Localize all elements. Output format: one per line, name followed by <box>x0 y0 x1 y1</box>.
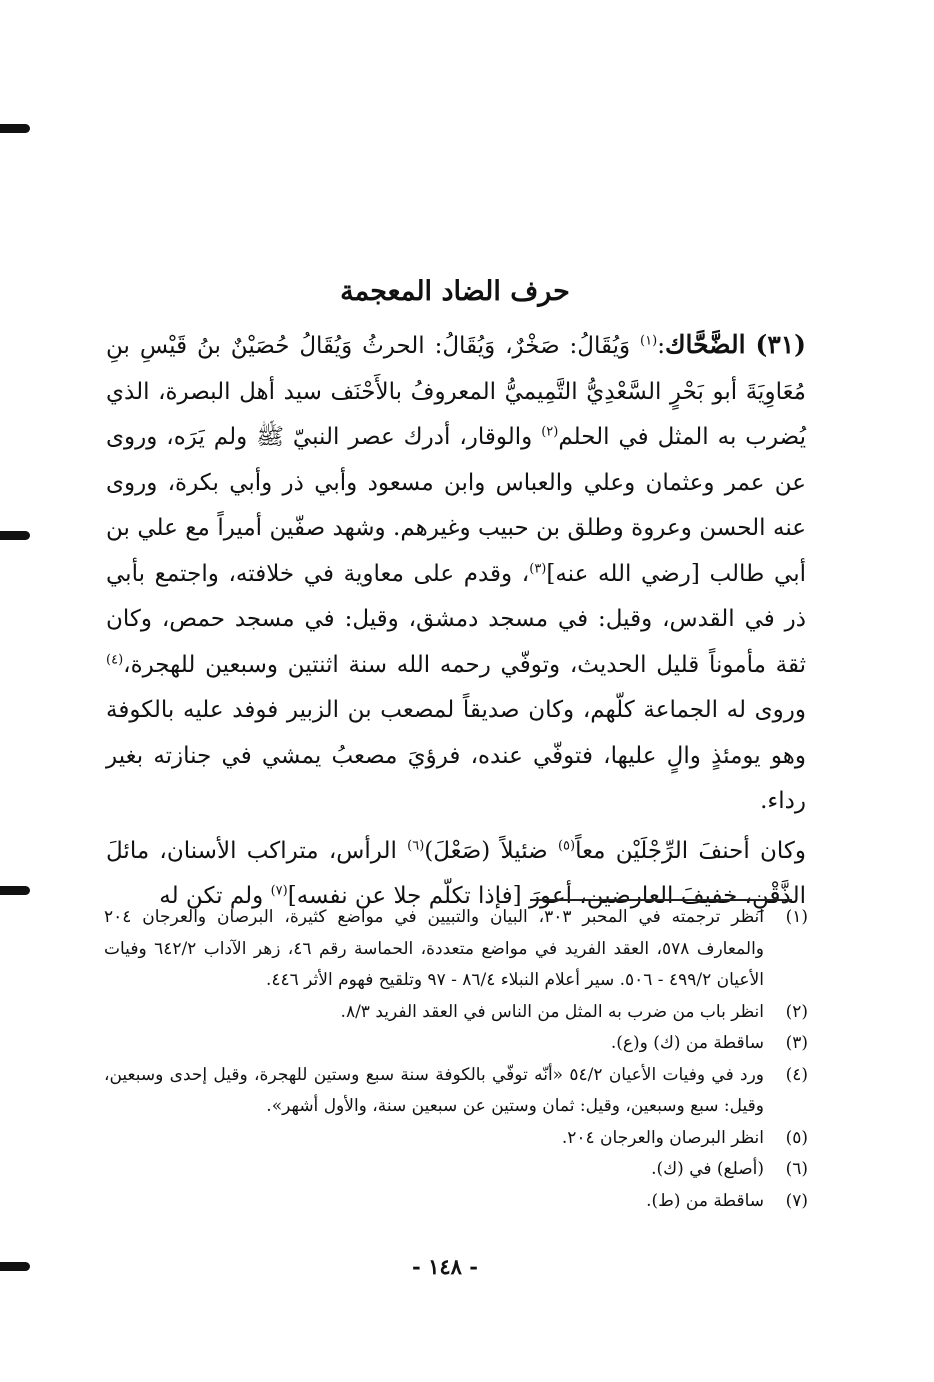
page-number: - ١٤٨ - <box>412 1254 478 1279</box>
text-segment: ، وقدم على معاوية في خلافته، واجتمع بأبي ذر في القدس، وقيل: في مسجد دمشق، وقيل: في مسجد حمص، وكان ثقة مأموناً قليل الحديث، وتوفّي رحمه الله سنة اثنتين وسبعين للهجرة، <box>106 560 806 678</box>
footnote-text: انظر البرصان والعرجان ٢٠٤. <box>561 1127 764 1148</box>
footnote-ref: (٧) <box>270 883 288 899</box>
text-segment: : <box>657 333 665 359</box>
footnote-text: انظر باب من ضرب به المثل من الناس في العقد الفريد ٨/٣. <box>340 1001 764 1022</box>
footnote-ref: (٥) <box>557 837 576 853</box>
text-segment: ولم تكن له <box>159 883 271 909</box>
footnote <box>104 1154 808 1186</box>
margin-mark-3 <box>0 886 30 895</box>
footnote-ref: (٢) <box>541 424 559 440</box>
footnote-ref: (١) <box>640 333 658 349</box>
footnote-number: (٧) <box>785 1190 808 1211</box>
footnote-ref: (٤) <box>106 651 124 667</box>
footnote-ref: (٦) <box>407 837 425 853</box>
footnote-number: (١) <box>785 907 808 927</box>
text-segment: الرأس، متراكب الأسنان، مائلَ الذَّقْنِ، خفيفَ العارضين، أعورَ [فإذا تكلّم جلا عن نفسه] <box>106 837 806 909</box>
entry-paragraph-1 <box>106 322 806 825</box>
footnote-number: (٤) <box>785 1064 808 1085</box>
margin-mark-1 <box>0 124 30 133</box>
section-heading: حرف الضاد المعجمة <box>340 276 570 307</box>
entry-name: الضَّحَّاك <box>664 330 746 359</box>
footnote-separator <box>530 899 792 901</box>
footnote <box>104 997 808 1029</box>
footnote <box>104 902 808 997</box>
text-segment: وروى له الجماعة كلّهم، وكان صديقاً لمصعب بن الزبير فوفد عليه بالكوفة وهو يومئذٍ والٍ عليها، فتوفّي عنده، فرؤيَ مصعبُ يمشي في جنازته بغير رداء. <box>106 697 806 814</box>
entry-paragraph-1-body <box>106 333 806 814</box>
footnote <box>104 1186 808 1218</box>
text-segment: ضئيلاً (صَعْلَ) <box>424 837 558 864</box>
footnote-text: انظر ترجمته في المحبر ٣٠٣، البيان والتبيين في مواضع كثيرة، البرصان والعرجان ٢٠٤ والمعارف ٥٧٨، العقد الفريد في مواضع متعددة، الحماسة رقم ٤٦، زهر الآداب ٦٤٢/٢ وفيات الأعيان ٤٩٩/٢ - ٥٠٦. سير أعلام النبلاء ٨٦/٤ - ٩٧ وتلقيح فهوم الأثر ٤٤٦. <box>104 907 765 990</box>
footnote-text: ساقطة من (ط). <box>646 1190 764 1211</box>
text-segment: وَيُقَالُ: صَخْرٌ، وَيُقَالُ: الحرثُ وَيُقَالُ حُصَيْنٌ بنُ قَيْسِ بنِ مُعَاوِيَةَ أبو بَحْرٍ السَّعْدِيُّ التَّمِيميُّ المعروفُ بالأَحْنَف سيد أهل البصرة، الذي يُضرب به المثل في الحلم <box>106 333 806 450</box>
text-segment: وكان أحنفَ الرِّجْلَيْن معاً <box>575 837 806 864</box>
footnote <box>104 1028 808 1060</box>
footnote <box>104 1060 808 1123</box>
entry-number: (٣١) <box>755 330 807 359</box>
text-segment: والوقار، أدرك عصر النبيّ ﷺ ولم يَرَه، وروى عن عمر وعثمان وعلي والعباس وابن مسعود وأبي ذر وأبي بكرة، وروى عنه الحسن وعروة وطلق بن حبيب وغيرهم. وشهد صفّين أميراً مع علي بن أبي طالب [رضي الله عنه] <box>106 424 806 587</box>
footnote-ref: (٣) <box>529 560 547 576</box>
margin-mark-2 <box>0 531 30 540</box>
footnote-text: (أصلع) في (ك). <box>651 1159 764 1179</box>
footnote <box>104 1123 808 1155</box>
footnotes-list <box>104 902 808 1217</box>
footnote-number: (٦) <box>785 1159 808 1179</box>
footnote-text: ساقطة من (ك) و(ع). <box>610 1033 764 1053</box>
footnote-number: (٥) <box>785 1127 808 1148</box>
main-text <box>106 322 806 920</box>
margin-mark-4 <box>0 1262 30 1271</box>
footnote-number: (٢) <box>785 1001 808 1022</box>
footnote-text: ورد في وفيات الأعيان ٥٤/٢ «أنّه توفّي بالكوفة سنة سبع وستين للهجرة، وقيل إحدى وسبعين، وقيل: سبع وسبعين، وقيل: ثمان وستين عن سبعين سنة، والأول أشهر». <box>104 1064 765 1116</box>
footnote-number: (٣) <box>785 1033 808 1053</box>
